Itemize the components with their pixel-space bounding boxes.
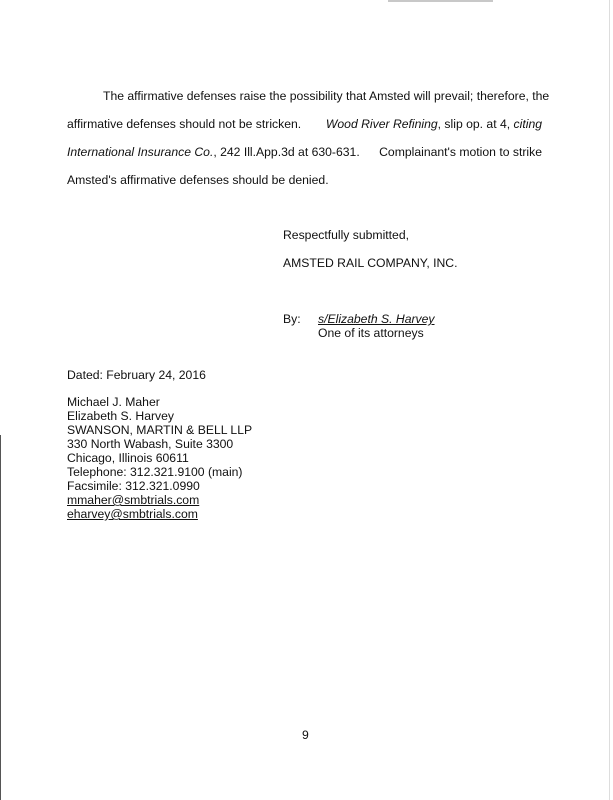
paragraph-text: Amsted's affirmative defenses should be denied. [67,173,329,187]
email-link-2[interactable]: eharvey@smbtrials.com [67,507,198,521]
case-citation: International Insurance Co. [67,145,214,159]
by-label: By: [283,312,301,326]
company-name: AMSTED RAIL COMPANY, INC. [283,256,458,270]
counsel-name-2: Elizabeth S. Harvey [67,409,175,423]
paragraph-text: The affirmative defenses raise the possibility that Amsted will prevail; therefore, the [103,89,550,103]
law-firm-name: SWANSON, MARTIN & BELL LLP [67,423,253,437]
signer-role: One of its attorneys [318,326,424,340]
closing-text: Respectfully submitted, [283,228,409,242]
street-address: 330 North Wabash, Suite 3300 [67,437,234,451]
counsel-name-1: Michael J. Maher [67,395,160,409]
paragraph-line-3 [67,145,542,159]
paragraph-text: , slip op. at 4, [437,117,511,131]
citation-signal: citing [513,117,542,131]
paragraph-line-1 [103,89,549,103]
paragraph-line-4 [67,173,329,187]
paragraph-text: affirmative defenses should not be stricken. [67,117,302,131]
page-number: 9 [302,728,309,742]
scan-artifact-top [388,0,493,2]
electronic-signature: s/Elizabeth S. Harvey [318,312,435,326]
telephone-line: Telephone: 312.321.9100 (main) [67,465,243,479]
paragraph-text: , 242 Ill.App.3d at 630-631. [213,145,360,159]
dated-line: Dated: February 24, 2016 [67,368,206,382]
paragraph-text: Complainant's motion to strike [379,145,542,159]
scan-artifact-right-edge [609,0,610,800]
paragraph-line-2 [67,117,542,131]
city-state-zip: Chicago, Illinois 60611 [67,451,189,465]
email-link-1[interactable]: mmaher@smbtrials.com [67,493,200,507]
case-citation: Wood River Refining [325,117,438,131]
facsimile-line: Facsimile: 312.321.0990 [67,479,200,493]
scan-artifact-left-edge [0,435,1,800]
